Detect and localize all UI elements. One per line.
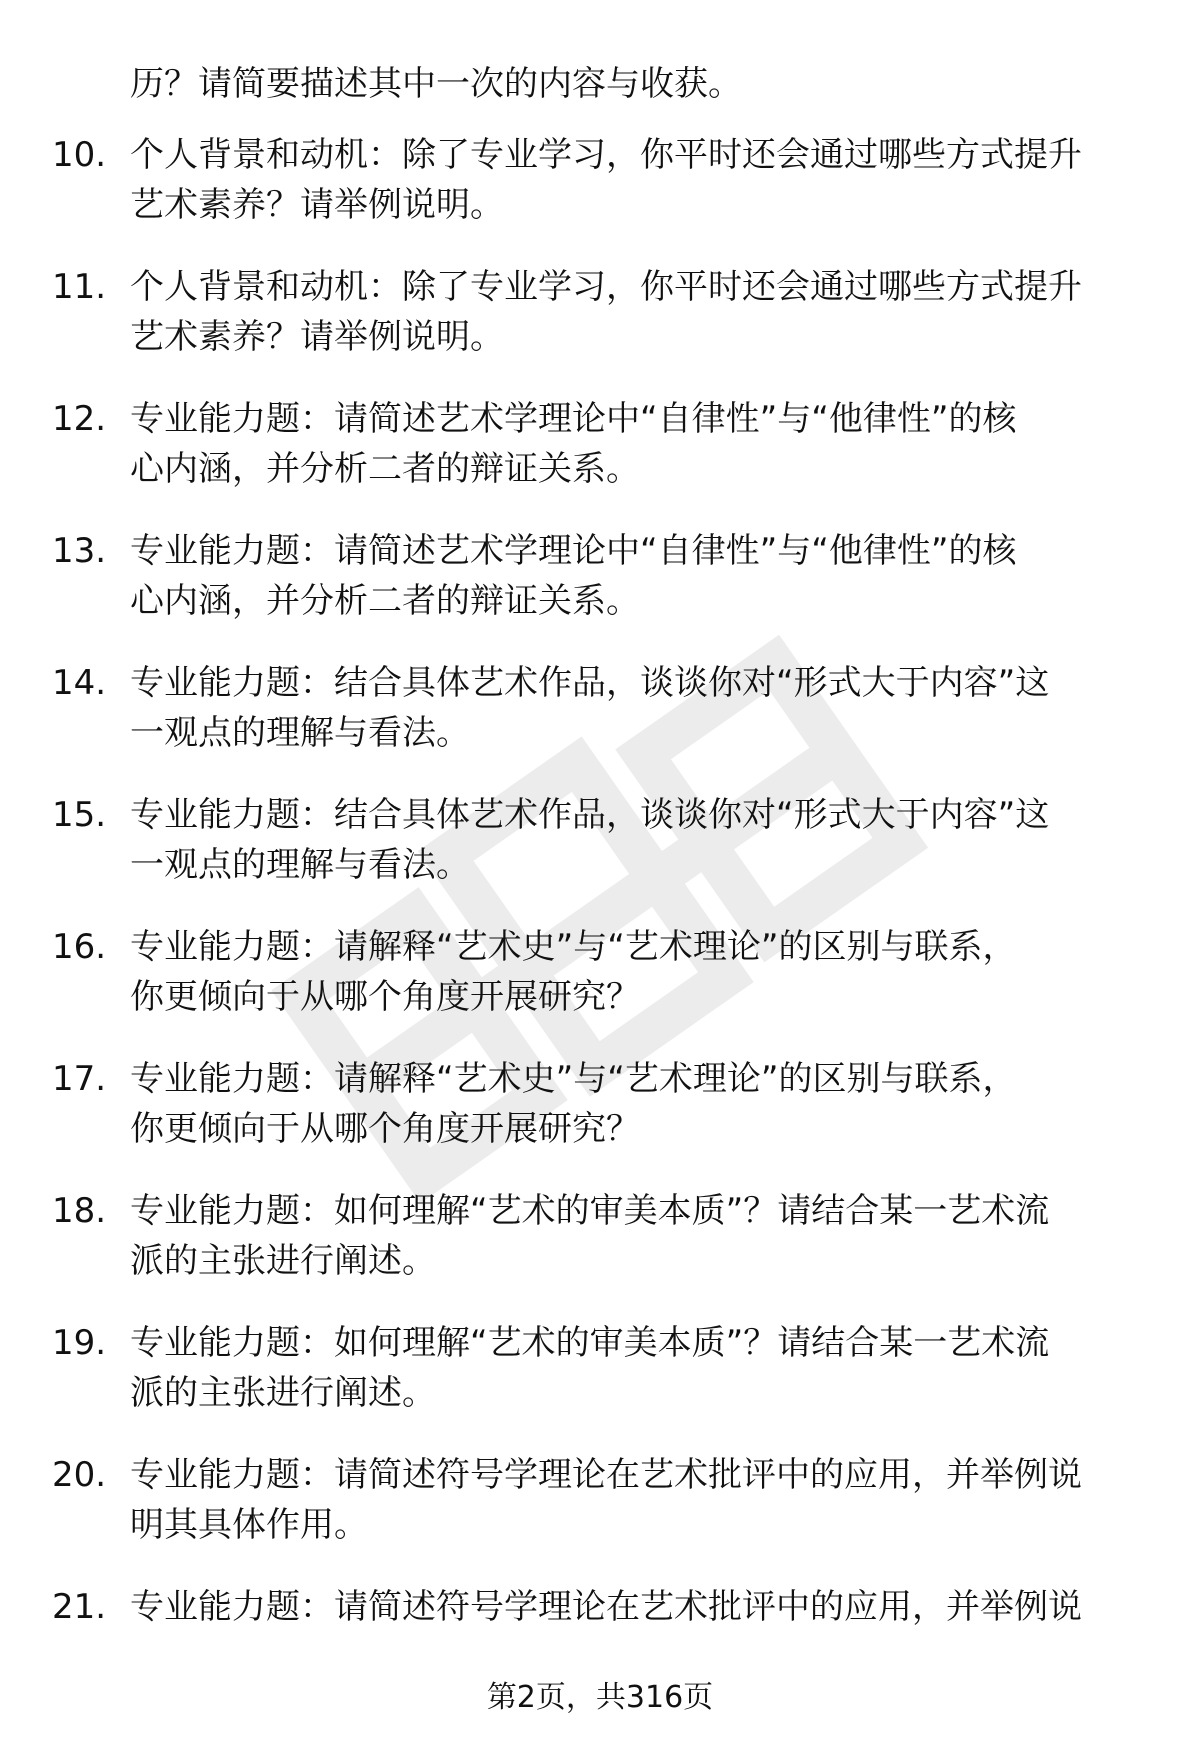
question-number: 20. — [52, 1455, 107, 1495]
page-footer: 第2页，共316页 — [486, 1680, 714, 1715]
question-text: 专业能力题：如何理解“艺术的审美本质”？请结合某一艺术流 派的主张进行阐述。 — [130, 1191, 1050, 1281]
question-number: 13. — [52, 531, 107, 571]
question-text: 专业能力题：请解释“艺术史”与“艺术理论”的区别与联系， 你更倾向于从哪个角度开展研究？ — [130, 1059, 1017, 1149]
question-text: 专业能力题：请解释“艺术史”与“艺术理论”的区别与联系， 你更倾向于从哪个角度开展研究？ — [130, 927, 1017, 1017]
question-number: 12. — [52, 399, 107, 439]
question-text: 专业能力题：如何理解“艺术的审美本质”？请结合某一艺术流 派的主张进行阐述。 — [130, 1323, 1050, 1413]
question-number: 15. — [52, 795, 107, 835]
question-text: 个人背景和动机：除了专业学习，你平时还会通过哪些方式提升 艺术素养？请举例说明。 — [130, 267, 1082, 357]
question-number: 19. — [52, 1323, 107, 1363]
continuation-text: 历？请简要描述其中一次的内容与收获。 — [130, 64, 742, 104]
question-text: 专业能力题：请简述符号学理论在艺术批评中的应用，并举例说 — [130, 1587, 1082, 1627]
question-number: 18. — [52, 1191, 107, 1231]
question-text: 专业能力题：请简述符号学理论在艺术批评中的应用，并举例说 明其具体作用。 — [130, 1455, 1082, 1545]
question-number: 11. — [52, 267, 107, 307]
question-number: 21. — [52, 1587, 107, 1627]
question-text: 专业能力题：结合具体艺术作品，谈谈你对“形式大于内容”这 一观点的理解与看法。 — [130, 795, 1050, 885]
question-text: 专业能力题：请简述艺术学理论中“自律性”与“他律性”的核 心内涵，并分析二者的辩证关系。 — [130, 399, 1017, 489]
question-text: 专业能力题：请简述艺术学理论中“自律性”与“他律性”的核 心内涵，并分析二者的辩证关系。 — [130, 531, 1017, 621]
question-number: 14. — [52, 663, 107, 703]
question-number: 10. — [52, 135, 107, 175]
question-number: 17. — [52, 1059, 107, 1099]
question-text: 专业能力题：结合具体艺术作品，谈谈你对“形式大于内容”这 一观点的理解与看法。 — [130, 663, 1050, 753]
question-number: 16. — [52, 927, 107, 967]
question-text: 个人背景和动机：除了专业学习，你平时还会通过哪些方式提升 艺术素养？请举例说明。 — [130, 135, 1082, 225]
